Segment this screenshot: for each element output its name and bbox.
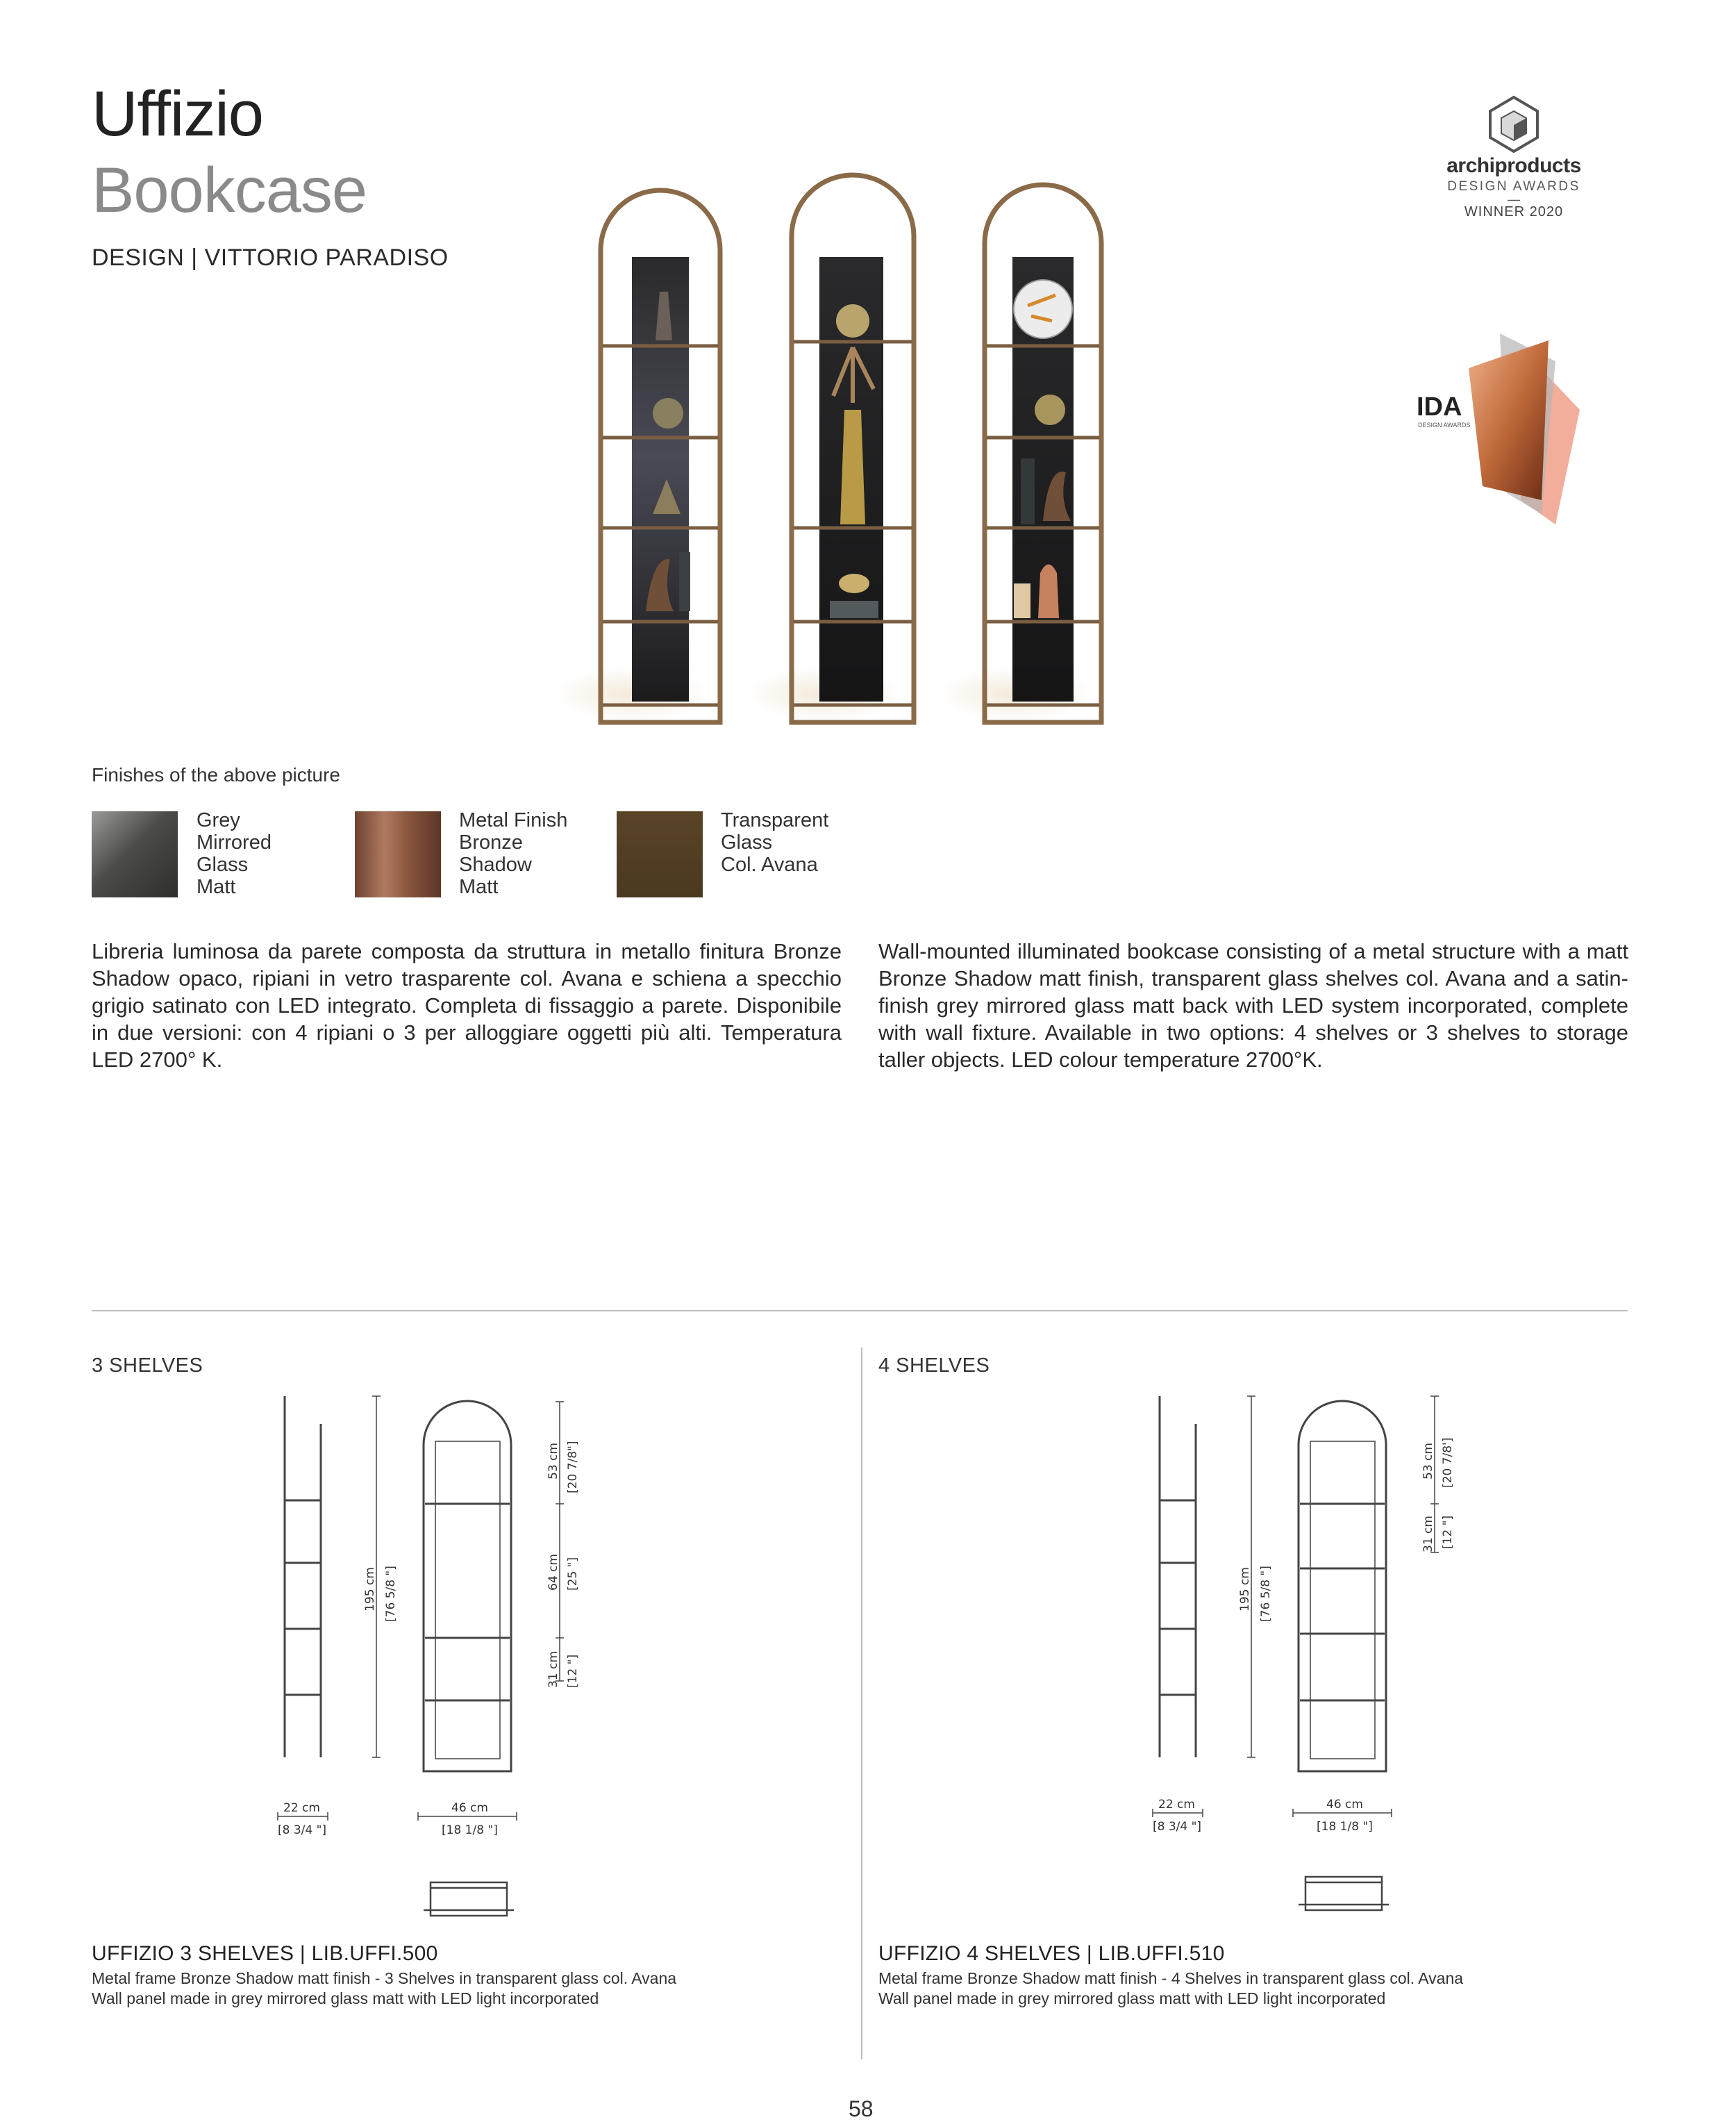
dim-depth-cm: 22 cm	[283, 1801, 320, 1815]
archiproducts-brand: archiproducts	[1446, 154, 1581, 177]
product-desc-4-line1: Metal frame Bronze Shadow matt finish - 4 Shelves in transparent glass col. Avana	[878, 1969, 1464, 1987]
dim-low-in: [12 "]	[566, 1654, 580, 1688]
dim-low-cm: 31 cm	[546, 1651, 560, 1688]
product-name-3-shelves: UFFIZIO 3 SHELVES | LIB.UFFI.500	[92, 1942, 438, 1965]
designer-credit: DESIGN | VITTORIO PARADISO	[92, 244, 449, 271]
archiproducts-dash: —	[1508, 192, 1520, 206]
dim-width-cm: 46 cm	[1326, 1798, 1363, 1812]
dim-mid-cm: 64 cm	[546, 1554, 560, 1591]
swatch-grey-mirrored-glass	[92, 811, 178, 897]
finish-label-1: Grey Mirrored Glass Matt	[197, 809, 272, 898]
dim-height-cm: 195 cm	[1238, 1567, 1252, 1611]
product-desc-4-line2: Wall panel made in grey mirrored glass matt with LED light incorporated	[878, 1989, 1386, 2007]
section-title-3-shelves: 3 SHELVES	[92, 1354, 203, 1377]
dim-height-in: [76 5/8 "]	[384, 1566, 398, 1622]
product-name-4-shelves: UFFIZIO 4 SHELVES | LIB.UFFI.510	[878, 1942, 1225, 1965]
finish-label-2: Metal Finish Bronze Shadow Matt	[459, 809, 568, 898]
ida-award-badge	[1417, 326, 1597, 528]
dim-depth-in: [8 3/4 "]	[1153, 1820, 1202, 1834]
column-divider	[861, 1348, 862, 2059]
section-divider	[92, 1310, 1628, 1311]
dim-depth-in: [8 3/4 "]	[278, 1823, 327, 1837]
dim-low-in: [12 "]	[1441, 1515, 1455, 1549]
dim-height-in: [76 5/8 "]	[1259, 1566, 1273, 1622]
finish-label-3: Transparent Glass Col. Avana	[721, 809, 829, 876]
product-desc-3-line2: Wall panel made in grey mirrored glass matt with LED light incorporated	[92, 1989, 599, 2007]
archiproducts-cube-icon	[1486, 94, 1542, 154]
archiproducts-winner: WINNER 2020	[1464, 204, 1564, 219]
dim-top-cm: 53 cm	[546, 1443, 560, 1479]
dim-top-in: [20 7/8']	[1441, 1437, 1455, 1488]
swatch-bronze-shadow	[355, 811, 441, 897]
dim-width-in: [18 1/8 "]	[1317, 1820, 1373, 1834]
technical-drawing-4-shelves	[1111, 1382, 1611, 1924]
archiproducts-award-badge	[1417, 90, 1611, 243]
top-view-4-shelves	[1299, 1877, 1389, 1910]
finishes-caption: Finishes of the above picture	[92, 764, 340, 786]
dim-mid-in: [25 "]	[566, 1557, 580, 1591]
dim-top-cm: 53 cm	[1421, 1443, 1435, 1479]
dim-depth-cm: 22 cm	[1158, 1798, 1195, 1812]
technical-drawing-3-shelves	[236, 1382, 736, 1924]
dim-top-in: [20 7/8"]	[566, 1441, 580, 1493]
dim-width-in: [18 1/8 "]	[442, 1823, 498, 1837]
description-italian: Libreria luminosa da parete composta da struttura in metallo finitura Bronze Shadow opaco, ripiani in vetro trasparente col. Avana e schiena a specchio grigio satinato con LED integrato. Completa di fissaggio a parete. Disponibile in due versioni: con 4 ripiani o 3 per alloggiare oggetti più alti. Temperatura LED 2700° K.	[92, 939, 842, 1072]
section-title-4-shelves: 4 SHELVES	[878, 1354, 990, 1377]
description-english: Wall-mounted illuminated bookcase consisting of a metal structure with a matt Bronze Shadow matt finish, transparent glass shelves col. Avana and a satin-finish grey mirrored glass matt back with LED system incorporated, complete with wall fixture. Available in two options: 4 shelves or 3 shelves to storage taller objects. LED colour temperature 2700°K.	[878, 939, 1628, 1072]
ida-logo-sub: DESIGN AWARDS	[1418, 422, 1471, 429]
ida-logo-text: IDA	[1417, 392, 1462, 422]
dim-height-cm: 195 cm	[363, 1567, 377, 1611]
swatch-glass-avana	[617, 811, 703, 897]
page-title: Uffizio	[92, 78, 263, 149]
dim-low-cm: 31 cm	[1421, 1516, 1435, 1552]
product-desc-3-line1: Metal frame Bronze Shadow matt finish - 3 Shelves in transparent glass col. Avana	[92, 1969, 677, 1987]
archiproducts-subtitle: DESIGN AWARDS	[1447, 179, 1580, 194]
dim-width-cm: 46 cm	[451, 1801, 488, 1815]
top-view-3-shelves	[424, 1882, 514, 1916]
product-photo	[549, 167, 1278, 764]
page-number: 58	[849, 2096, 874, 2121]
page-subtitle: Bookcase	[92, 155, 367, 226]
